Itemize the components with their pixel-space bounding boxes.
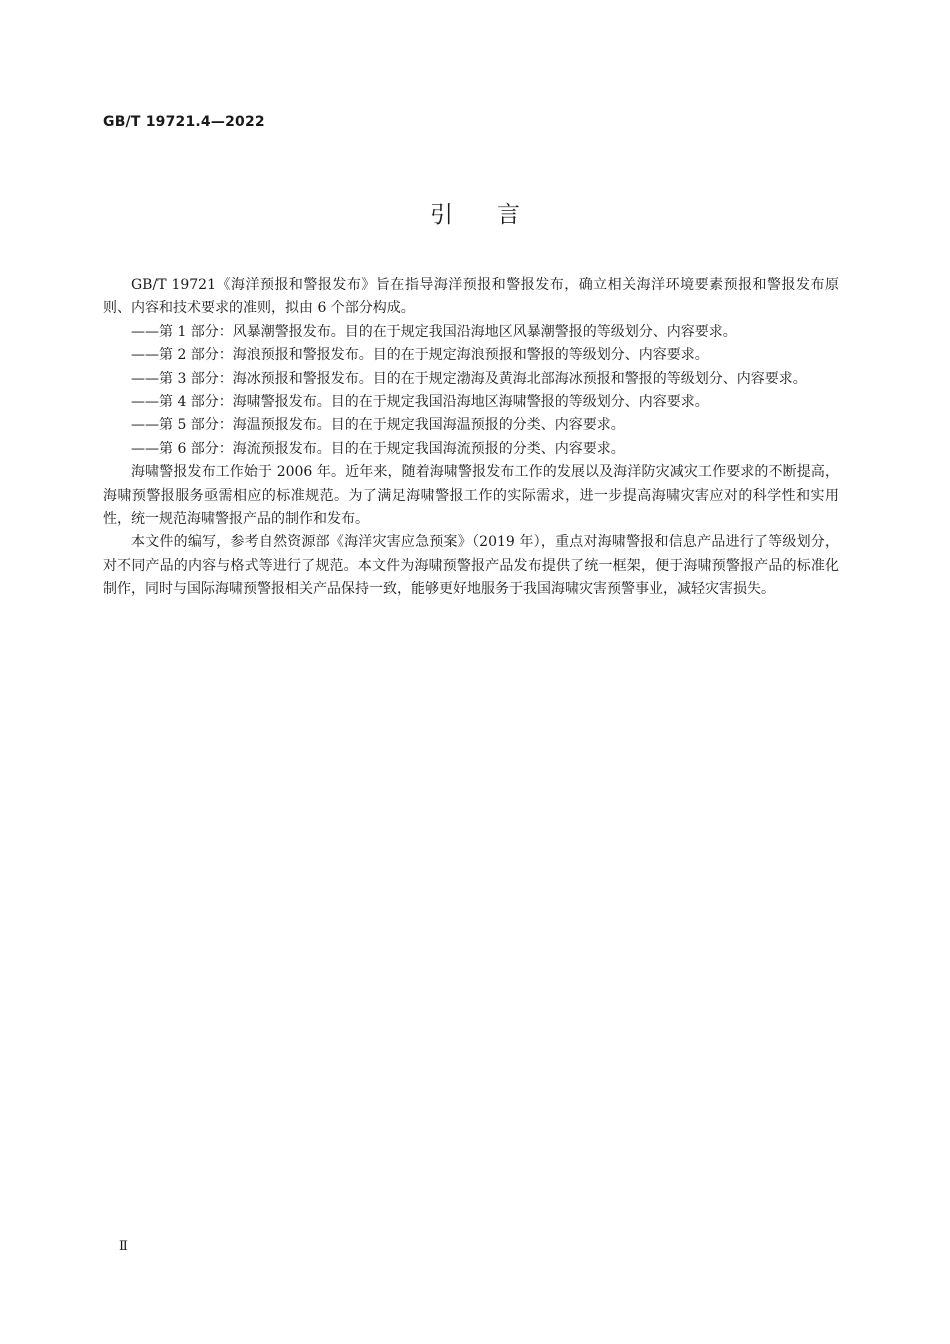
intro-paragraph: GB/T 19721《海洋预报和警报发布》旨在指导海洋预报和警报发布，确立相关海洋环境要素预报和警报发布原则、内容和技术要求的准则，拟由 6 个部分构成。: [103, 277, 839, 317]
paragraph-tsunami-background: 海啸警报发布工作始于 2006 年。近年来，随着海啸警报发布工作的发展以及海洋防灾减灾工作要求的不断提高，海啸预警报服务亟需相应的标准规范。为了满足海啸警报工作的实际需求，进一步提高海啸灾害应对的科学性和实用性，统一规范海啸警报产品的制作和发布。: [103, 464, 839, 528]
list-item-part-4: ——第 4 部分：海啸警报发布。目的在于规定我国沿海地区海啸警报的等级划分、内容要求。: [131, 394, 709, 411]
page-number: Ⅱ: [119, 1239, 128, 1254]
list-item-part-3: ——第 3 部分：海冰预报和警报发布。目的在于规定渤海及黄海北部海冰预报和警报的等级划分、内容要求。: [131, 370, 807, 387]
document-body: [103, 274, 839, 602]
section-title: 引言: [430, 202, 564, 228]
list-item-part-2: ——第 2 部分：海浪预报和警报发布。目的在于规定海浪预报和警报的等级划分、内容要求。: [131, 347, 709, 364]
paragraph-document-purpose: 本文件的编写，参考自然资源部《海洋灾害应急预案》（2019 年），重点对海啸警报和信息产品进行了等级划分，对不同产品的内容与格式等进行了规范。本文件为海啸预警报产品发布提供了统一框架，便于海啸预警报产品的标准化制作，同时与国际海啸预警报相关产品保持一致，能够更好地服务于我国海啸灾害预警事业，减轻灾害损失。: [103, 534, 839, 598]
standard-code: GB/T 19721.4—2022: [103, 114, 265, 130]
list-item-part-5: ——第 5 部分：海温预报发布。目的在于规定我国海温预报的分类、内容要求。: [131, 417, 625, 434]
list-item-part-1: ——第 1 部分：风暴潮警报发布。目的在于规定我国沿海地区风暴潮警报的等级划分、内容要求。: [131, 323, 737, 340]
list-item-part-6: ——第 6 部分：海流预报发布。目的在于规定我国海流预报的分类、内容要求。: [131, 440, 625, 457]
